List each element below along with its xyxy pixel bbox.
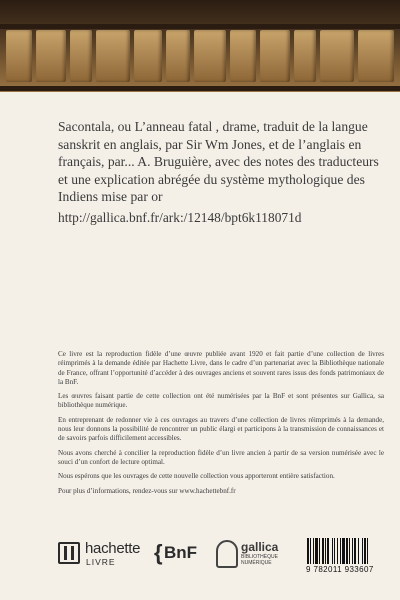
description-paragraph: Nous espérons que les ouvrages de cette nouvelle collection vous apporteront entière satisfaction. — [58, 472, 335, 481]
gallica-arch-icon — [216, 540, 238, 568]
book-spine — [194, 30, 226, 82]
book-title: Sacontala, ou L’anneau fatal , drame, traduit de la langue sanskrit en anglais, par Sir Wm Jones, et de l’anglais en français, par... A. Bruguière, avec des notes des traducteurs et une explication abrégée du système mythologique des Indiens mise par or — [58, 119, 379, 204]
book-spine — [260, 30, 290, 82]
description-paragraph: Ce livre est la reproduction fidèle d’une œuvre publiée avant 1920 et fait partie d’une collection de livres réimprimés à la demande éditée par Hachette Livre, dans le cadre d’un partenariat avec la Bibliothèque nationale de France, offrant l’opportunité d’accéder à des ouvrages anciens et souvent rares issus des fonds patrimoniaux de la BnF. — [58, 350, 384, 386]
more-info-line: Pour plus d’informations, rendez-vous sur www.hachettebnf.fr — [58, 486, 236, 495]
gallica-url: http://gallica.bnf.fr/ark:/12148/bpt6k118071d — [58, 210, 302, 225]
hachette-logo-name: hachette — [85, 540, 141, 557]
book-spine — [36, 30, 66, 82]
gallica-logo-name: gallica — [241, 540, 279, 554]
shelf-board — [0, 24, 400, 29]
bnf-brace-icon: { — [154, 540, 163, 565]
book-spine — [230, 30, 256, 82]
bnf-logo — [154, 540, 214, 570]
description-paragraph: Les œuvres faisant partie de cette collection ont été numérisées par la BnF et sont présentes sur Gallica, sa bibliothèque numérique. — [58, 392, 384, 410]
hachette-livre-logo — [58, 538, 141, 572]
gallica-logo-sub: BIBLIOTHÈQUE NUMÉRIQUE — [241, 554, 278, 566]
book-spine — [320, 30, 354, 82]
book-spine — [166, 30, 190, 82]
barcode-bars-icon — [306, 538, 388, 564]
publisher-logos — [58, 538, 388, 574]
barcode-digits: 9 782011 933607 — [306, 565, 374, 574]
hachette-h-icon — [58, 542, 80, 564]
book-spine — [6, 30, 32, 82]
gallica-logo — [216, 538, 296, 572]
book-spine — [358, 30, 394, 82]
description-paragraph: Nous avons cherché à concilier la reproduction fidèle d’un livre ancien à partir de sa version numérisée avec le souci d’un confort de lecture optimal. — [58, 448, 384, 466]
book-spine — [70, 30, 92, 82]
book-spine — [96, 30, 130, 82]
book-spine — [134, 30, 162, 82]
collection-description — [58, 350, 384, 501]
library-shelf-photo — [0, 0, 400, 92]
shelf-board — [0, 86, 400, 91]
book-spine — [294, 30, 316, 82]
isbn-barcode — [306, 538, 388, 574]
description-paragraph: En entreprenant de redonner vie à ces ouvrages au travers d’une collection de livres réimprimés à la demande, nous leur donnons la possibilité de rencontrer un public élargi et participons à la transmission de connaissances et de savoirs parfois difficilement accessibles. — [58, 415, 384, 443]
bnf-logo-name: BnF — [164, 543, 198, 562]
hachette-logo-sub: LIVRE — [86, 557, 116, 567]
